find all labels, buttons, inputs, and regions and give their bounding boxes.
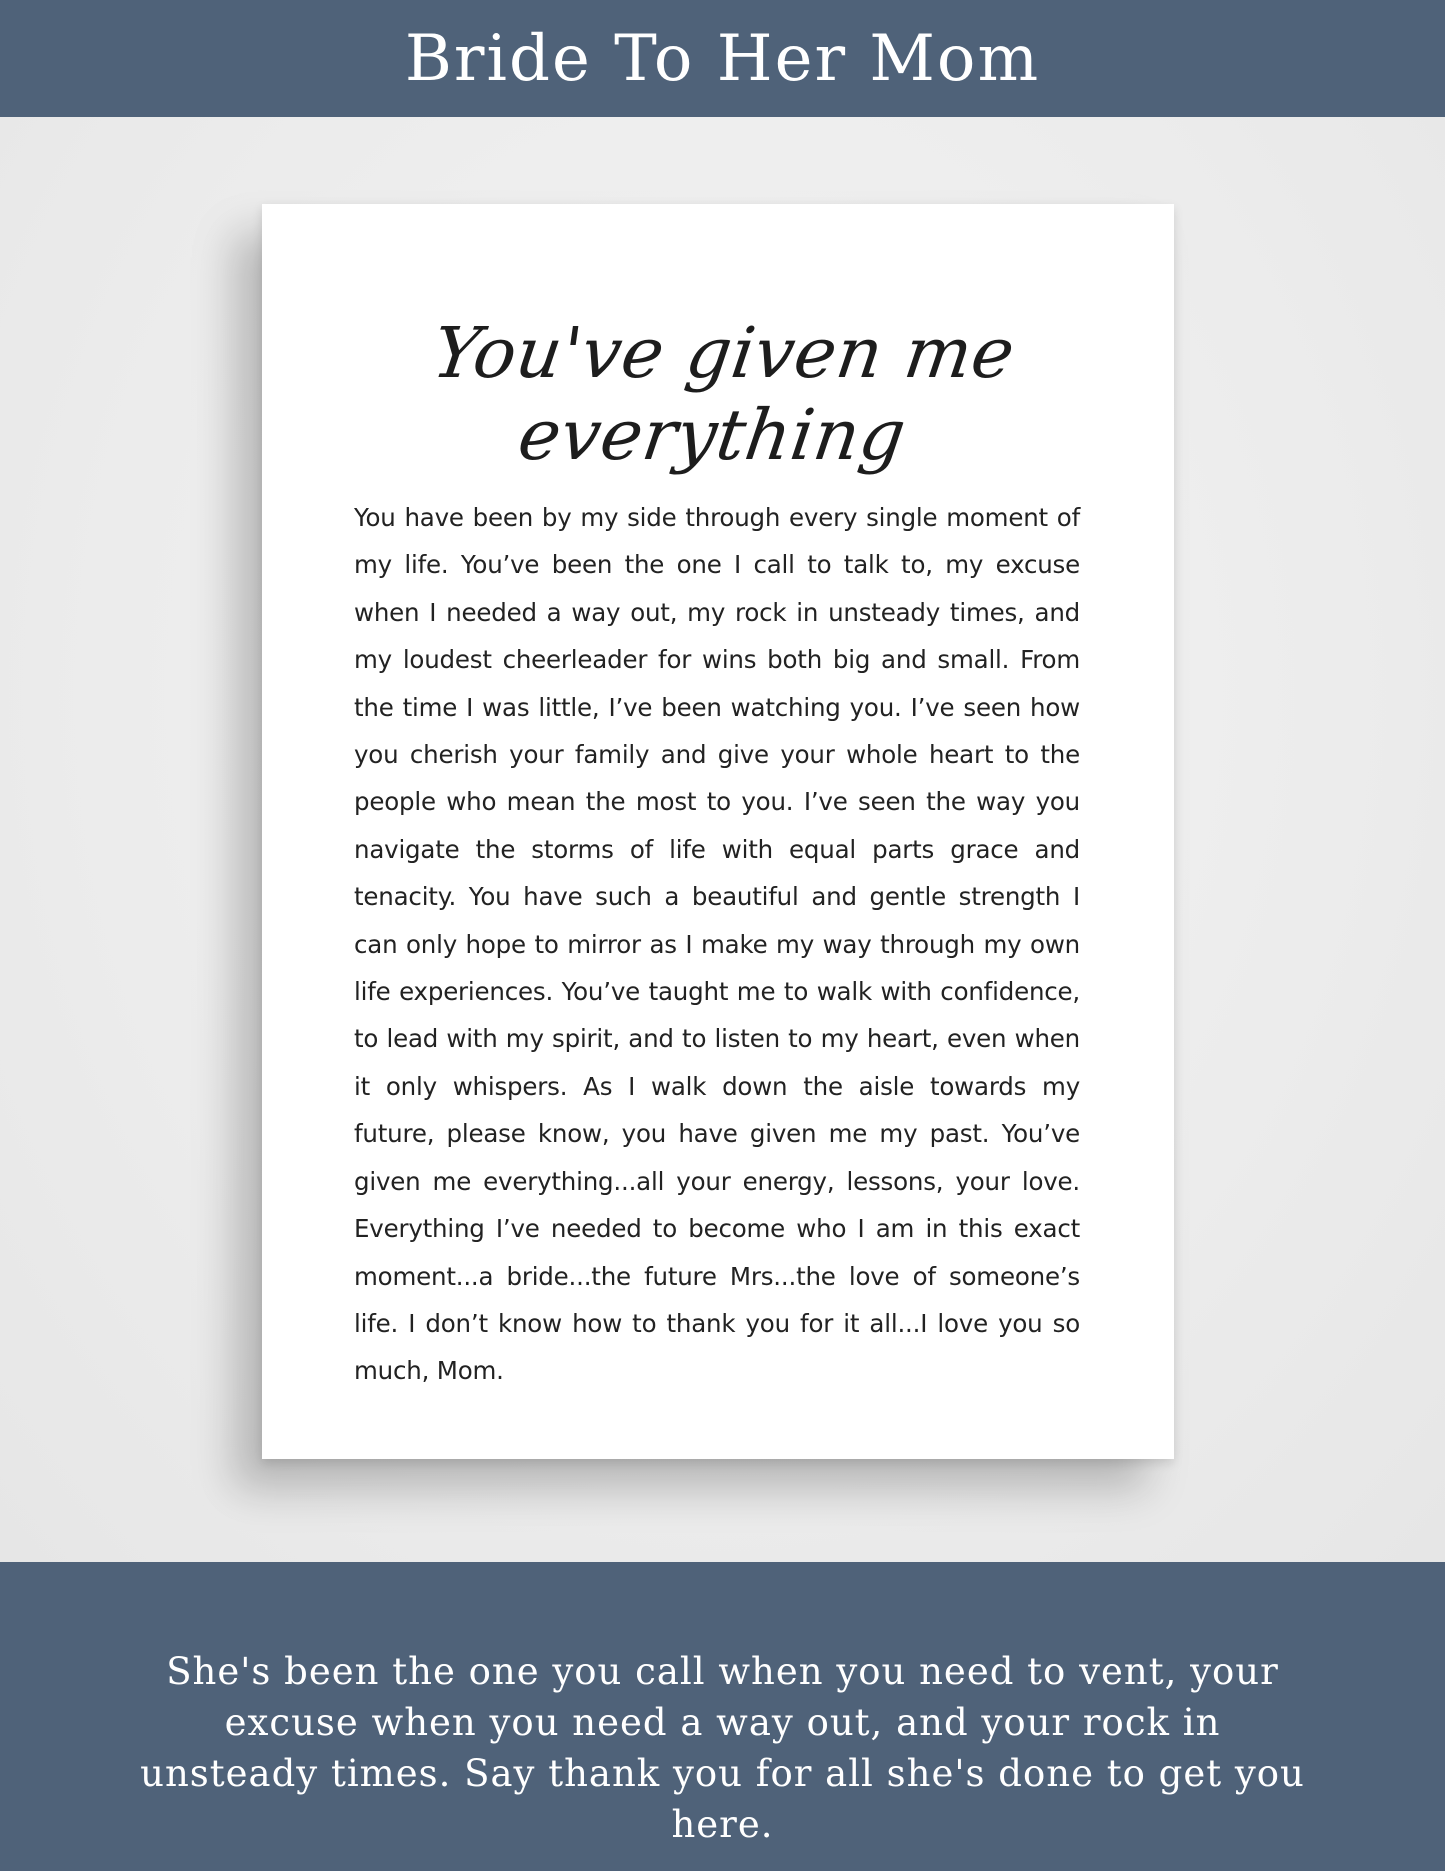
script-title: You've given me everything	[427, 312, 1020, 476]
letter-print-card	[262, 204, 1174, 1459]
page-title: Bride To Her Mom	[404, 21, 1041, 96]
footer-banner	[0, 1562, 1445, 1871]
header-banner	[0, 0, 1445, 117]
letter-body-text: You have been by my side through every single moment of my life. You’ve been the one I call to talk to, my excuse when I needed a way out, my rock in unsteady times, and my loudest cheerleader for wins both big and small. From the time I was little, I’ve been watching you. I’ve seen how you cherish your family and give your whole heart to the people who mean the most to you. I’ve seen the way you navigate the storms of life with equal parts grace and tenacity. You have such a beautiful and gentle strength I can only hope to mirror as I make my way through my own life experiences. You’ve taught me to walk with confidence, to lead with my spirit, and to listen to my heart, even when it only whispers. As I walk down the aisle towards my future, please know, you have given me my past. You’ve given me everything...all your energy, lessons, your love. Everything I’ve needed to become who I am in this exact moment...a bride...the future Mrs...the love of someone’s life. I don’t know how to thank you for it all...I love you so much, Mom.	[354, 503, 1080, 1386]
footer-caption: She's been the one you call when you need to vent, your excuse when you need a way out, and your rock in unsteady times. Say thank you for all she's done to get you here.	[140, 1650, 1305, 1846]
